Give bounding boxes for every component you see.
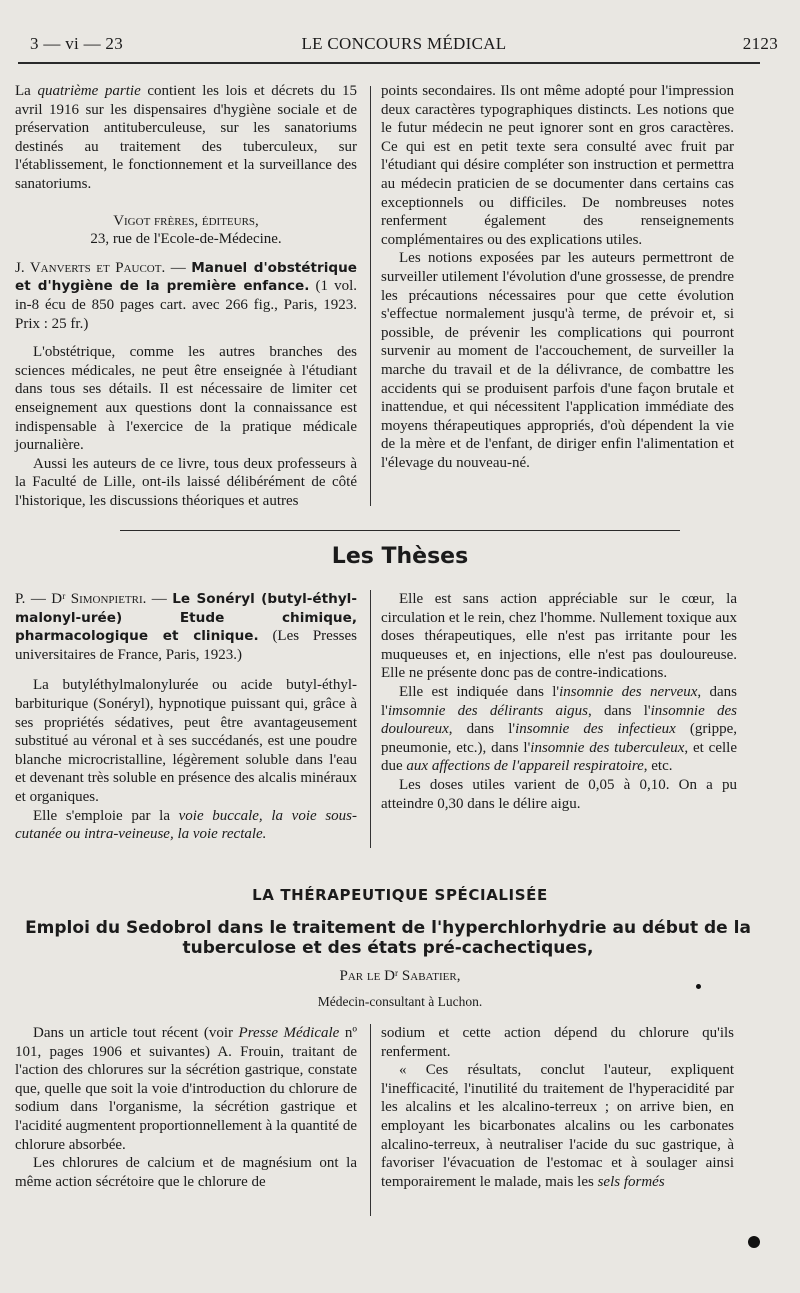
article-left-column (15, 1024, 357, 1191)
page-number: 2123 (742, 34, 778, 53)
paragraph: Elle s'emploie par la voie buccale, la voie sous-cutanée ou intra-veineuse, la voie rectale. (15, 807, 357, 843)
column-divider (370, 590, 371, 848)
publisher-line: Vigot frères, éditeurs, (113, 212, 259, 229)
paragraph: Les chlorures de calcium et de magnésium ont la même action sécrétoire que le chlorure de (15, 1155, 357, 1190)
paragraph: Aussi les auteurs de ce livre, tous deux professeurs à la Faculté de Lille, ont-ils laissé délibérément de côté l'historique, les discussions théoriques et autres (15, 455, 357, 509)
paragraph: sodium et cette action dépend du chlorure qu'ils renferment. (381, 1025, 734, 1060)
column-divider (370, 1024, 371, 1216)
paragraph: Les notions exposées par les auteurs permettront de surveiller utilement l'évolution d'une grossesse, de prendre les précautions nécessaires pour que cette évolution s'effectue normalement jusqu'à terme, de prévoir et, si possible, de prévenir les complications qui pourront survenir au moment de l'accouchement, de surveiller la marche du travail et de la délivrance, de combattre les accidents qui se produisent parfois d'une façon brutale et inattendue, et qui nécessitent l'application immédiate des moyens thérapeutiques appropriés, d'où dépendent la vie de la mère et de l'enfant, de diriger enfin l'alimentation et l'élevage du nouveau-né. (381, 250, 734, 471)
author-affiliation: Médecin-consultant à Luchon. (317, 994, 483, 1009)
books-left-column (15, 82, 357, 510)
issue-date: 3 — vi — 23 (30, 34, 124, 53)
paragraph: Les doses utiles varient de 0,05 à 0,10. On a pu atteindre 0,30 dans le délire aigu. (381, 776, 737, 812)
section-rule (120, 530, 680, 531)
article-title: Emploi du Sedobrol dans le traitement de l'hyperchlorhydrie au début de la tuberculose et des états pré-cachectiques, (25, 918, 751, 958)
section-title: LA THÉRAPEUTIQUE SPÉCIALISÉE (252, 886, 548, 904)
theses-left-column (15, 590, 357, 844)
article-right-column (381, 1024, 734, 1191)
ink-spot (696, 984, 701, 989)
paragraph: « Ces résultats, conclut l'auteur, expliquent l'inefficacité, l'inutilité du traitement de l'hyperacidité par les alcalins et les alcalino-terreux ; on arrive bien, en employant les bicarbonates alcalins ou les carbonates alcalino-terreux, à neutraliser l'acide du suc gastrique, à favoriser l'évacuation de l'estomac et à soulager ainsi temporairement le malade, mais les sels formés (381, 1062, 734, 1190)
books-right-column (381, 82, 734, 472)
paragraph: La butyléthylmalonylurée ou acide butyl-éthyl-barbiturique (Sonéryl), hypnotique puissant qui, grâce à ses propriétés sédatives, peut être avantageusement substitué au véronal et à ses succédanés, est une poudre blanche microcristalline, légèrement soluble dans l'eau et devenant très soluble en présence des alcalis minéraux et organiques. (15, 677, 357, 805)
column-divider (370, 86, 371, 506)
paragraph: points secondaires. Ils ont même adopté pour l'impression deux caractères typographiques distincts. Les notions que le futur médecin ne peut ignorer sont en gros caractères. Ce qui est en petit texte sera consulté avec fruit par l'étudiant qui désire compléter son instruction et permettra au médecin praticien de se documenter dans certains cas exceptionnels ou difficiles. De nombreuses notes renferment également des renseignements complémentaires ou des explications utiles. (381, 83, 734, 248)
paragraph: L'obstétrique, comme les autres branches des sciences médicales, ne peut être enseignée à l'étudiant dans tous ses détails. Il est nécessaire de limiter cet enseignement aux questions dont la connaissance est indispensable à l'exercice de la pratique médicale journalière. (15, 344, 357, 454)
paragraph: Dans un article tout récent (voir Presse Médicale nº 101, pages 1906 et suivantes) A. Frouin, traitant de l'action des chlorures sur la sécrétion gastrique, constate que, quelle que soit la voie d'introduction du chlorure de sodium dans l'organisme, la sécrétion gastrique et l'acidité augmentent proportionnellement à la quantité de chlorure absorbée. (15, 1025, 357, 1153)
paragraph: La quatrième partie contient les lois et décrets du 15 avril 1916 sur les dispensaires d'hygiène sociale et de préservation antituberculeuse, sur les sanatoriums destinés au traitement des tuberculeux, sur l'établissement, le fonctionnement et la surveillance des sanatoriums. (15, 83, 358, 192)
article-byline: Par le Dʳ Sabatier, (339, 968, 461, 984)
publisher-address: 23, rue de l'Ecole-de-Médecine. (90, 231, 282, 248)
journal-title: LE CONCOURS MÉDICAL (301, 34, 507, 53)
theses-right-column (381, 590, 737, 813)
header-rule (18, 62, 760, 64)
ink-spot (748, 1236, 760, 1248)
book-reference: J. Vanverts et Paucot. — Manuel d'obstétrique et d'hygiène de la première enfance. (1 vol. in-8 écu de 850 pages cart. avec 266 fig., Paris, 1923. Prix : 25 fr.) (15, 259, 357, 332)
thesis-reference: P. — Dʳ Simonpietri. — Le Sonéryl (butyl-éthyl-malonyl-urée) Etude chimique, pharmacologique et clinique. (Les Presses universitaires de France, Paris, 1923.) (15, 591, 357, 663)
paragraph: Elle est indiquée dans l'insomnie des nerveux, dans l'imsomnie des délirants aigus, dans l'insomnie des douloureux, dans l'insomnie des infectieux (grippe, pneumonie, etc.), dans l'insomnie des tuberculeux, et celle due aux affections de l'appareil respiratoire, etc. (381, 683, 737, 775)
page-header (30, 34, 778, 60)
paragraph: Elle est sans action appréciable sur le cœur, la circulation et le rein, chez l'homme. Nullement toxique aux doses thérapeutiques, elle n'est pas irritante pour les muqueuses et, en injections, elle n'est pas douloureuse. Elle ne présente donc pas de contre-indications. (381, 591, 737, 682)
section-title: Les Thèses (331, 544, 469, 569)
